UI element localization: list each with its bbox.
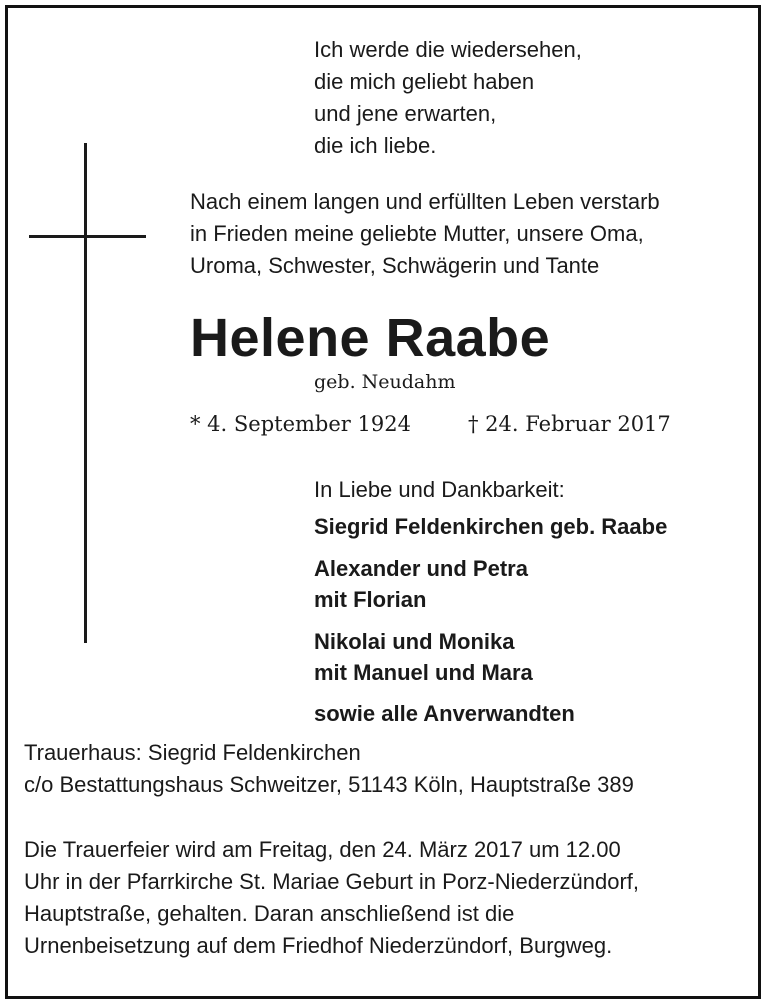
ceremony-line: Hauptstraße, gehalten. Daran anschließend ist die (24, 901, 515, 926)
death-date: † 24. Februar 2017 (468, 412, 671, 436)
mourner-name: mit Florian (314, 587, 427, 612)
intro-line: in Frieden meine geliebte Mutter, unsere Oma, (190, 221, 644, 246)
cross-icon (84, 143, 87, 643)
cross-icon-bar (29, 235, 146, 238)
intro-text (190, 186, 660, 282)
poem-line: und jene erwarten, (314, 101, 497, 126)
birth-date: * 4. September 1924 (190, 412, 411, 436)
ceremony-text (24, 834, 639, 962)
mourner-name: Nikolai und Monika (314, 629, 515, 654)
mourner-name: mit Manuel und Mara (314, 660, 533, 685)
deceased-name: Helene Raabe (190, 308, 551, 368)
mourner-name: sowie alle Anverwandten (314, 701, 575, 726)
mourner-name: Alexander und Petra (314, 556, 528, 581)
poem-line: die mich geliebt haben (314, 69, 535, 94)
intro-line: Nach einem langen und erfüllten Leben verstarb (190, 189, 660, 214)
address-block (24, 737, 634, 801)
ceremony-line: Urnenbeisetzung auf dem Friedhof Niederzündorf, Burgweg. (24, 933, 613, 958)
mourner-name: Siegrid Feldenkirchen geb. Raabe (314, 514, 668, 539)
intro-line: Uroma, Schwester, Schwägerin und Tante (190, 253, 600, 278)
maiden-name: geb. Neudahm (314, 371, 456, 393)
ceremony-line: Die Trauerfeier wird am Freitag, den 24. März 2017 um 12.00 (24, 837, 621, 862)
ceremony-line: Uhr in der Pfarrkirche St. Mariae Geburt in Porz-Niederzündorf, (24, 869, 640, 894)
poem-line: Ich werde die wiedersehen, (314, 37, 582, 62)
poem-line: die ich liebe. (314, 133, 437, 158)
mourners-intro: In Liebe und Dankbarkeit: (314, 477, 565, 502)
address-line: c/o Bestattungshaus Schweitzer, 51143 Köln, Hauptstraße 389 (24, 772, 634, 797)
address-line: Trauerhaus: Siegrid Feldenkirchen (24, 740, 361, 765)
poem (314, 34, 582, 162)
